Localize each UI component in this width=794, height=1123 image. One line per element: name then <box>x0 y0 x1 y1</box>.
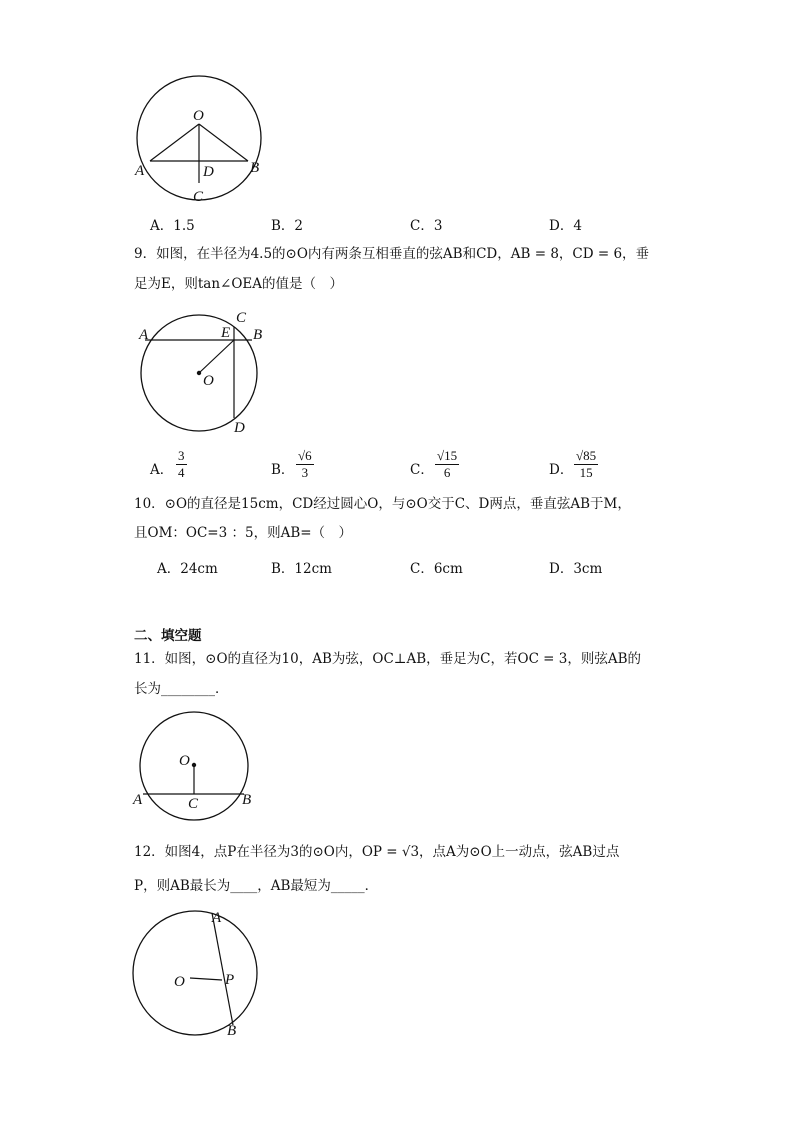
label-d: D <box>234 420 245 436</box>
label-o: O <box>193 108 204 124</box>
q9-option-b-label: B． <box>271 462 295 478</box>
label-o: O <box>203 373 214 389</box>
segment-ob <box>199 124 248 161</box>
q8-option-b: B．2 <box>271 218 304 234</box>
q9-option-c-fraction: $\frac{√15}{6}$ <box>437 448 458 480</box>
q12-text-line2: P，则AB最长为____，AB最短为_____． <box>134 878 379 894</box>
q10-text-line2: 且OM：OC=3 ：5，则AB=（ ） <box>134 525 353 541</box>
q9-option-a-label: A． <box>150 462 174 478</box>
label-o: O <box>179 753 190 769</box>
label-a: A <box>212 910 222 926</box>
label-b: B <box>242 792 252 808</box>
label-d: D <box>203 164 214 180</box>
q8-option-c: C．3 <box>410 218 443 234</box>
label-a: A <box>139 327 149 343</box>
q12-text-line1: 12．如图4，点P在半径为3的⊙O内，OP = √3，点A为⊙O上一动点，弦AB过点 <box>134 844 620 860</box>
segment-op <box>190 978 222 980</box>
q10-option-d: D．3cm <box>549 561 603 577</box>
center-point-o <box>192 763 196 767</box>
label-a: A <box>133 792 143 808</box>
section-heading-fill-in: 二、填空题 <box>134 628 202 644</box>
q9-text-line1: 9．如图，在半径为4.5的⊙O内有两条互相垂直的弦AB和CD，AB = 8，CD = 6，垂 <box>134 246 650 262</box>
label-c: C <box>188 796 199 812</box>
q9-option-d-label: D． <box>549 462 574 478</box>
q10-option-c: C．6cm <box>410 561 463 577</box>
label-b: B <box>227 1023 237 1039</box>
segment-oa <box>150 124 199 161</box>
circle-o <box>133 911 257 1035</box>
center-point-o <box>197 371 201 375</box>
q11-text-line1: 11．如图，⊙O的直径为10，AB为弦，OC⊥AB，垂足为C，若OC = 3，则弦AB的 <box>134 651 642 667</box>
label-b: B <box>250 160 260 176</box>
q9-option-c-label: C． <box>410 462 434 478</box>
label-p: P <box>225 972 235 988</box>
figure-q12-circle <box>130 908 270 1043</box>
chord-ab <box>212 913 233 1025</box>
label-c: C <box>193 189 204 205</box>
q10-option-a: A．24cm <box>157 561 218 577</box>
q11-text-line2: 长为________． <box>134 681 229 697</box>
figure-q8-circle <box>130 66 270 216</box>
segment-oe <box>199 340 234 373</box>
q10-text-line1: 10．⊙O的直径是15cm，CD经过圆心O，与⊙O交于C、D两点，垂直弦AB于M， <box>134 496 631 512</box>
q10-option-b: B．12cm <box>271 561 332 577</box>
label-a: A <box>135 163 145 179</box>
q9-option-a-fraction: $\frac{3}{4}$ <box>178 448 185 480</box>
label-o: O <box>174 974 185 990</box>
q8-option-d: D．4 <box>549 218 582 234</box>
q9-text-line2: 足为E，则tan∠OEA的值是（ ） <box>134 276 344 292</box>
label-c: C <box>236 310 247 326</box>
figure-q9-circle <box>135 308 275 438</box>
label-b: B <box>253 327 263 343</box>
figure-q11-circle <box>132 712 262 822</box>
q9-option-d-fraction: $\frac{√85}{15}$ <box>576 448 597 480</box>
q8-option-a: A．1.5 <box>150 218 195 234</box>
q9-option-b-fraction: $\frac{√6}{3}$ <box>298 448 312 480</box>
label-e: E <box>221 325 231 341</box>
